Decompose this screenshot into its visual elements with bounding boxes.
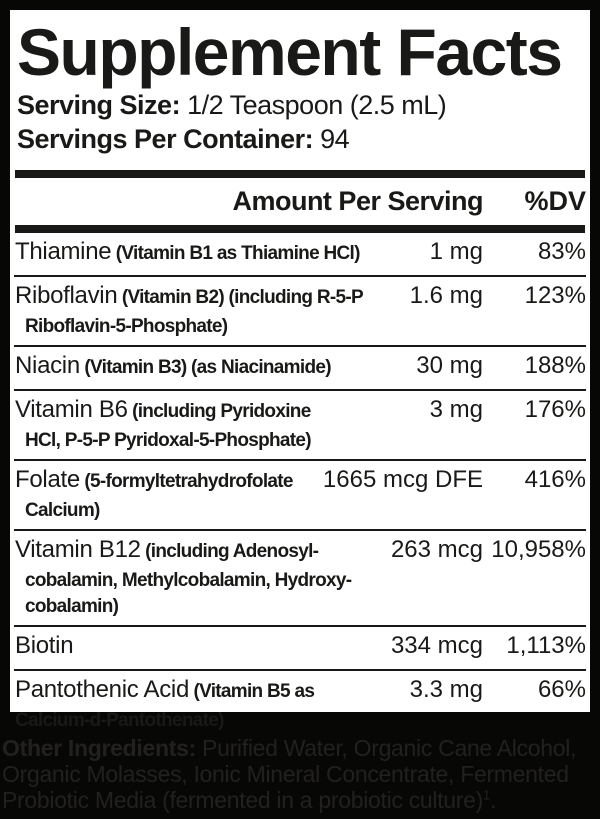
nutrient-name-cell <box>14 237 430 270</box>
servings-per-container-value: 94 <box>320 124 350 154</box>
nutrient-paren: (Vitamin B5 as <box>193 681 315 702</box>
nutrient-name: Niacin <box>15 352 80 379</box>
nutrient-name-wrap: Calcium) <box>25 500 100 521</box>
servings-per-container-label: Servings Per Container: <box>17 124 314 154</box>
other-ingredients-section <box>0 712 600 813</box>
table-row <box>14 625 586 669</box>
nutrient-amount: 334 mcg <box>390 632 483 659</box>
thick-rule-header-bottom <box>15 225 585 233</box>
nutrient-paren: (Vitamin B3) (as Niacinamide) <box>84 357 331 378</box>
nutrient-dv: 66% <box>537 676 586 703</box>
nutrient-name-wrap: cobalamin) <box>25 596 119 617</box>
nutrient-name: Folate <box>15 466 80 493</box>
table-row <box>14 233 586 275</box>
nutrient-name-cell <box>14 351 416 384</box>
nutrient-paren: (including Pyridoxine <box>132 401 311 422</box>
other-ingredients-line: Other Ingredients: Purified Water, Organic Cane Alcohol, <box>2 735 577 761</box>
dv-header: %DV <box>524 186 586 216</box>
nutrient-name-cell <box>14 465 323 524</box>
nutrient-amount: 263 mcg <box>390 536 483 563</box>
thick-rule-top <box>15 170 585 178</box>
label-panel <box>10 10 590 731</box>
other-ingredients-line: Organic Molasses, Ionic Mineral Concentrate, Fermented <box>2 761 569 787</box>
serving-size-label: Serving Size: <box>17 90 181 120</box>
nutrient-dv: 188% <box>524 352 586 379</box>
nutrient-amount: 1665 mcg DFE <box>322 466 483 493</box>
nutrient-amount: 1.6 mg <box>409 282 483 309</box>
nutrient-paren: (Vitamin B1 as Thiamine HCl) <box>115 243 360 264</box>
table-row <box>14 529 586 625</box>
nutrient-name: Biotin <box>15 632 74 659</box>
table-row <box>14 459 586 529</box>
nutrient-dv: 123% <box>524 282 586 309</box>
nutrient-paren: (5-formyltetrahydrofolate <box>84 471 293 492</box>
other-ingredients-label: Other Ingredients: <box>2 735 196 761</box>
other-ingredients-line: Probiotic Media (fermented in a probiotic culture)$^1$. <box>2 787 497 813</box>
nutrient-name-wrap: HCl, P-5-P Pyridoxal-5-Phosphate) <box>25 430 311 451</box>
nutrient-name-wrap: Calcium-d-Pantothenate) <box>15 710 224 731</box>
nutrient-dv: 10,958% <box>491 536 586 563</box>
nutrient-name-wrap: cobalamin, Methylcobalamin, Hydroxy- <box>25 570 352 591</box>
nutrient-amount: 3 mg <box>429 396 483 423</box>
table-row <box>14 345 586 389</box>
nutrient-name: Thiamine <box>15 238 112 265</box>
nutrient-dv: 416% <box>524 466 586 493</box>
nutrient-name-cell <box>14 535 391 620</box>
nutrient-table <box>14 233 586 739</box>
nutrient-paren: (Vitamin B2) (including R-5-P <box>121 287 363 308</box>
nutrient-paren: (including Adenosyl- <box>145 541 319 562</box>
serving-size-value: 1/2 Teaspoon (2.5 mL) <box>187 90 447 120</box>
nutrient-dv: 1,113% <box>506 632 586 659</box>
serving-size-line <box>17 88 586 122</box>
nutrient-dv: 176% <box>524 396 586 423</box>
nutrient-name-cell <box>14 281 410 340</box>
nutrient-name: Riboflavin <box>15 282 118 309</box>
nutrient-name: Vitamin B12 <box>15 536 141 563</box>
table-header <box>14 178 586 225</box>
servings-per-container-line <box>17 122 586 156</box>
nutrient-amount: 1 mg <box>429 238 483 265</box>
nutrient-name-cell <box>14 395 430 454</box>
footnote-superscript: 1 <box>483 787 490 803</box>
amount-per-serving-header: Amount Per Serving <box>232 186 483 216</box>
table-row <box>14 275 586 345</box>
nutrient-name: Pantothenic Acid <box>15 676 189 703</box>
nutrient-amount: 3.3 mg <box>409 676 483 703</box>
nutrient-amount: 30 mg <box>416 352 483 379</box>
page-title: Supplement Facts <box>17 15 562 89</box>
nutrient-name-cell <box>14 631 391 664</box>
nutrient-name-wrap: Riboflavin-5-Phosphate) <box>25 316 228 337</box>
table-row <box>14 389 586 459</box>
nutrient-dv: 83% <box>537 238 586 265</box>
nutrient-name: Vitamin B6 <box>15 396 128 423</box>
